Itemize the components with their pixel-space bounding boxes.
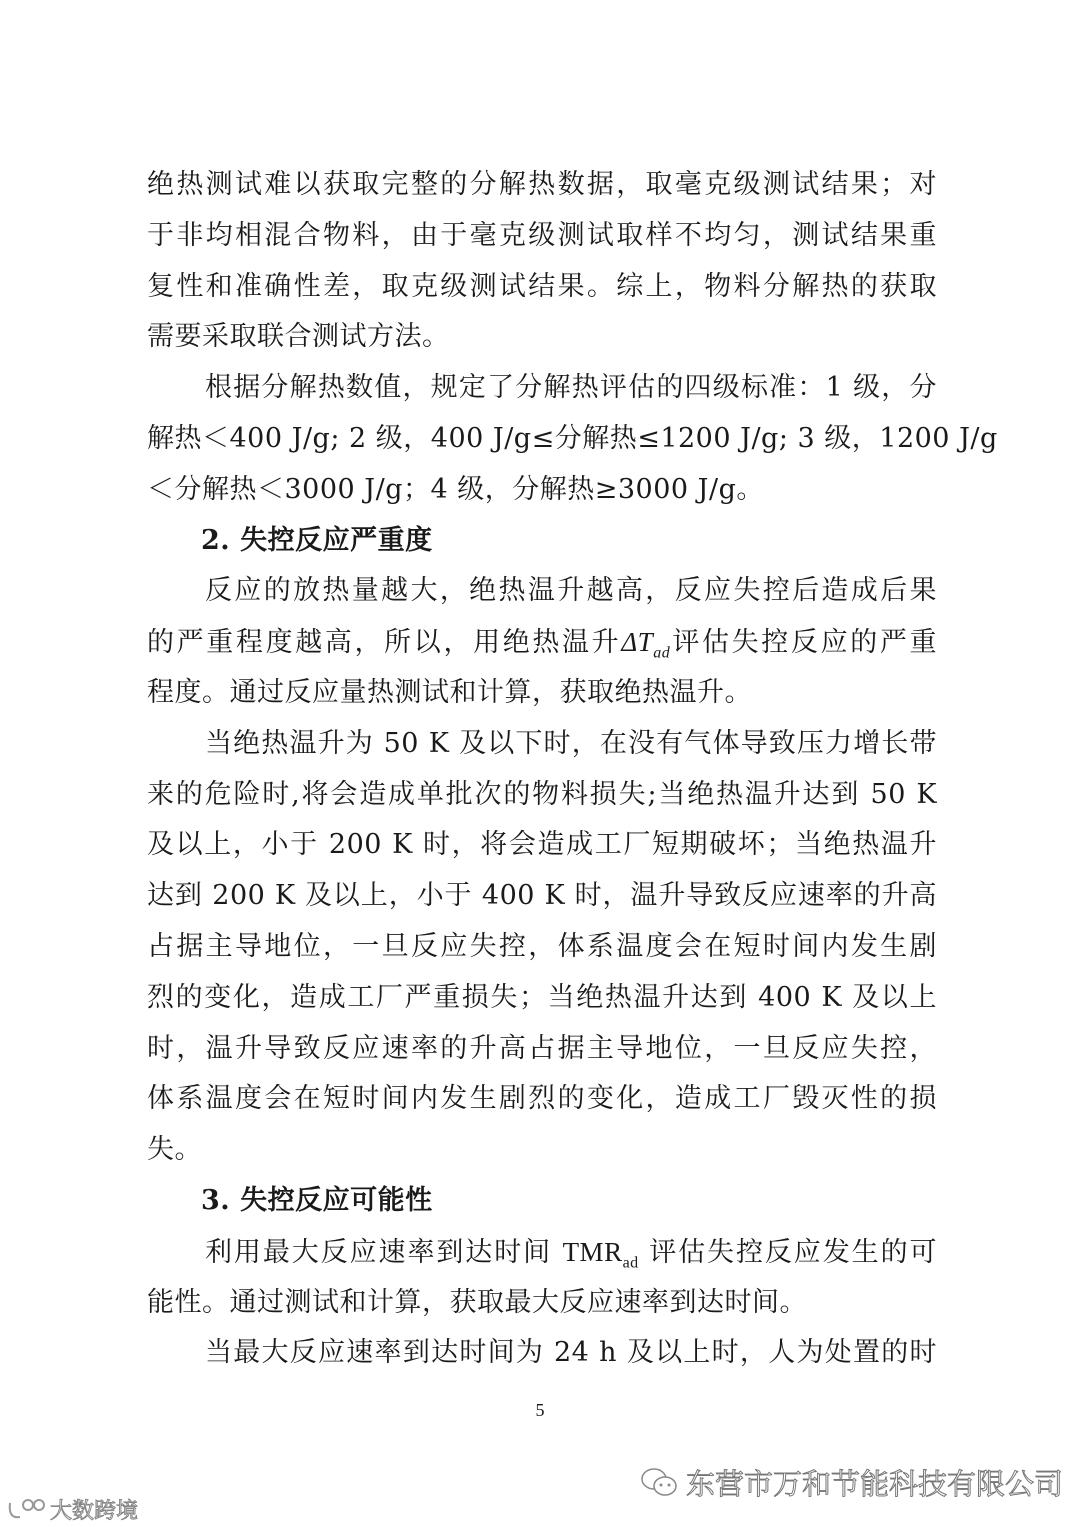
section-heading: 3. 失控反应可能性: [201, 1184, 433, 1216]
source-watermark: [6, 1494, 138, 1525]
text-line: 占据主导地位，一旦反应失控，体系温度会在短时间内发生剧: [147, 930, 937, 962]
text-line: 能性。通过测试和计算，获取最大反应速率到达时间。: [147, 1286, 807, 1318]
text-line: 于非均相混合物料，由于毫克级测试取样不均匀，测试结果重: [147, 219, 937, 251]
section-heading: 2. 失控反应严重度: [201, 524, 433, 556]
text-line: 及以上，小于 200 K 时，将会造成工厂短期破坏；当绝热温升: [147, 829, 937, 861]
text-span: 利用最大反应速率到达时间: [205, 1236, 563, 1268]
text-line: 失。: [147, 1134, 202, 1166]
text-line: ＜分解热＜3000 J/g；4 级，分解热≥3000 J/g。: [147, 473, 764, 505]
text-line: 复性和准确性差，取克级测试结果。综上，物料分解热的获取: [147, 270, 937, 302]
page-number: 5: [535, 1400, 545, 1420]
source-logo-icon: [6, 1497, 46, 1523]
wechat-watermark: [640, 1462, 1063, 1503]
text-line: 烈的变化，造成工厂严重损失；当绝热温升达到 400 K 及以上: [147, 981, 937, 1013]
text-line: 达到 200 K 及以上，小于 400 K 时，温升导致反应速率的升高: [147, 880, 937, 912]
text-line: 解热＜400 J/g; 2 级，400 J/g≤分解热≤1200 J/g; 3 级，1200 J/g: [147, 422, 998, 454]
tmr-symbol: [562, 1236, 639, 1272]
symbol: ΔT: [621, 627, 654, 658]
text-line: 需要采取联合测试方法。: [147, 321, 450, 353]
text-line: 体系温度会在短时间内发生剧烈的变化，造成工厂毁灭性的损: [147, 1083, 937, 1115]
text-span: 的严重程度越高，所以，用绝热温升: [147, 627, 622, 659]
symbol-sub: ad: [622, 1254, 639, 1272]
text-span: 评估失控反应发生的可: [649, 1236, 937, 1268]
text-line: 来的危险时,将会造成单批次的物料损失;当绝热温升达到 50 K: [147, 778, 937, 810]
wechat-icon: [640, 1466, 680, 1500]
symbol: TMR: [562, 1236, 623, 1267]
text-line: 时，温升导致反应速率的升高占据主导地位，一旦反应失控，: [147, 1032, 937, 1064]
text-line: 反应的放热量越大，绝热温升越高，反应失控后造成后果: [205, 575, 937, 607]
text-line: 根据分解热数值，规定了分解热评估的四级标准：1 级，分: [205, 372, 937, 404]
watermark-source-text: 大数跨境: [50, 1499, 139, 1524]
text-line: 程度。通过反应量热测试和计算，获取绝热温升。: [147, 676, 752, 708]
text-span: 评估失控反应的严重: [670, 627, 938, 659]
watermark-company-text: 东营市万和节能科技有限公司: [686, 1467, 1064, 1501]
symbol-sub: ad: [653, 644, 671, 662]
text-line: [147, 617, 937, 668]
delta-t-symbol: [621, 627, 671, 662]
text-line: [147, 1227, 937, 1278]
text-line: 当绝热温升为 50 K 及以下时，在没有气体导致压力增长带: [205, 727, 937, 759]
document-body: [147, 160, 998, 1379]
text-line: 当最大反应速率到达时间为 24 h 及以上时，人为处置的时: [205, 1337, 937, 1369]
text-line: 绝热测试难以获取完整的分解热数据，取毫克级测试结果；对: [147, 169, 937, 200]
